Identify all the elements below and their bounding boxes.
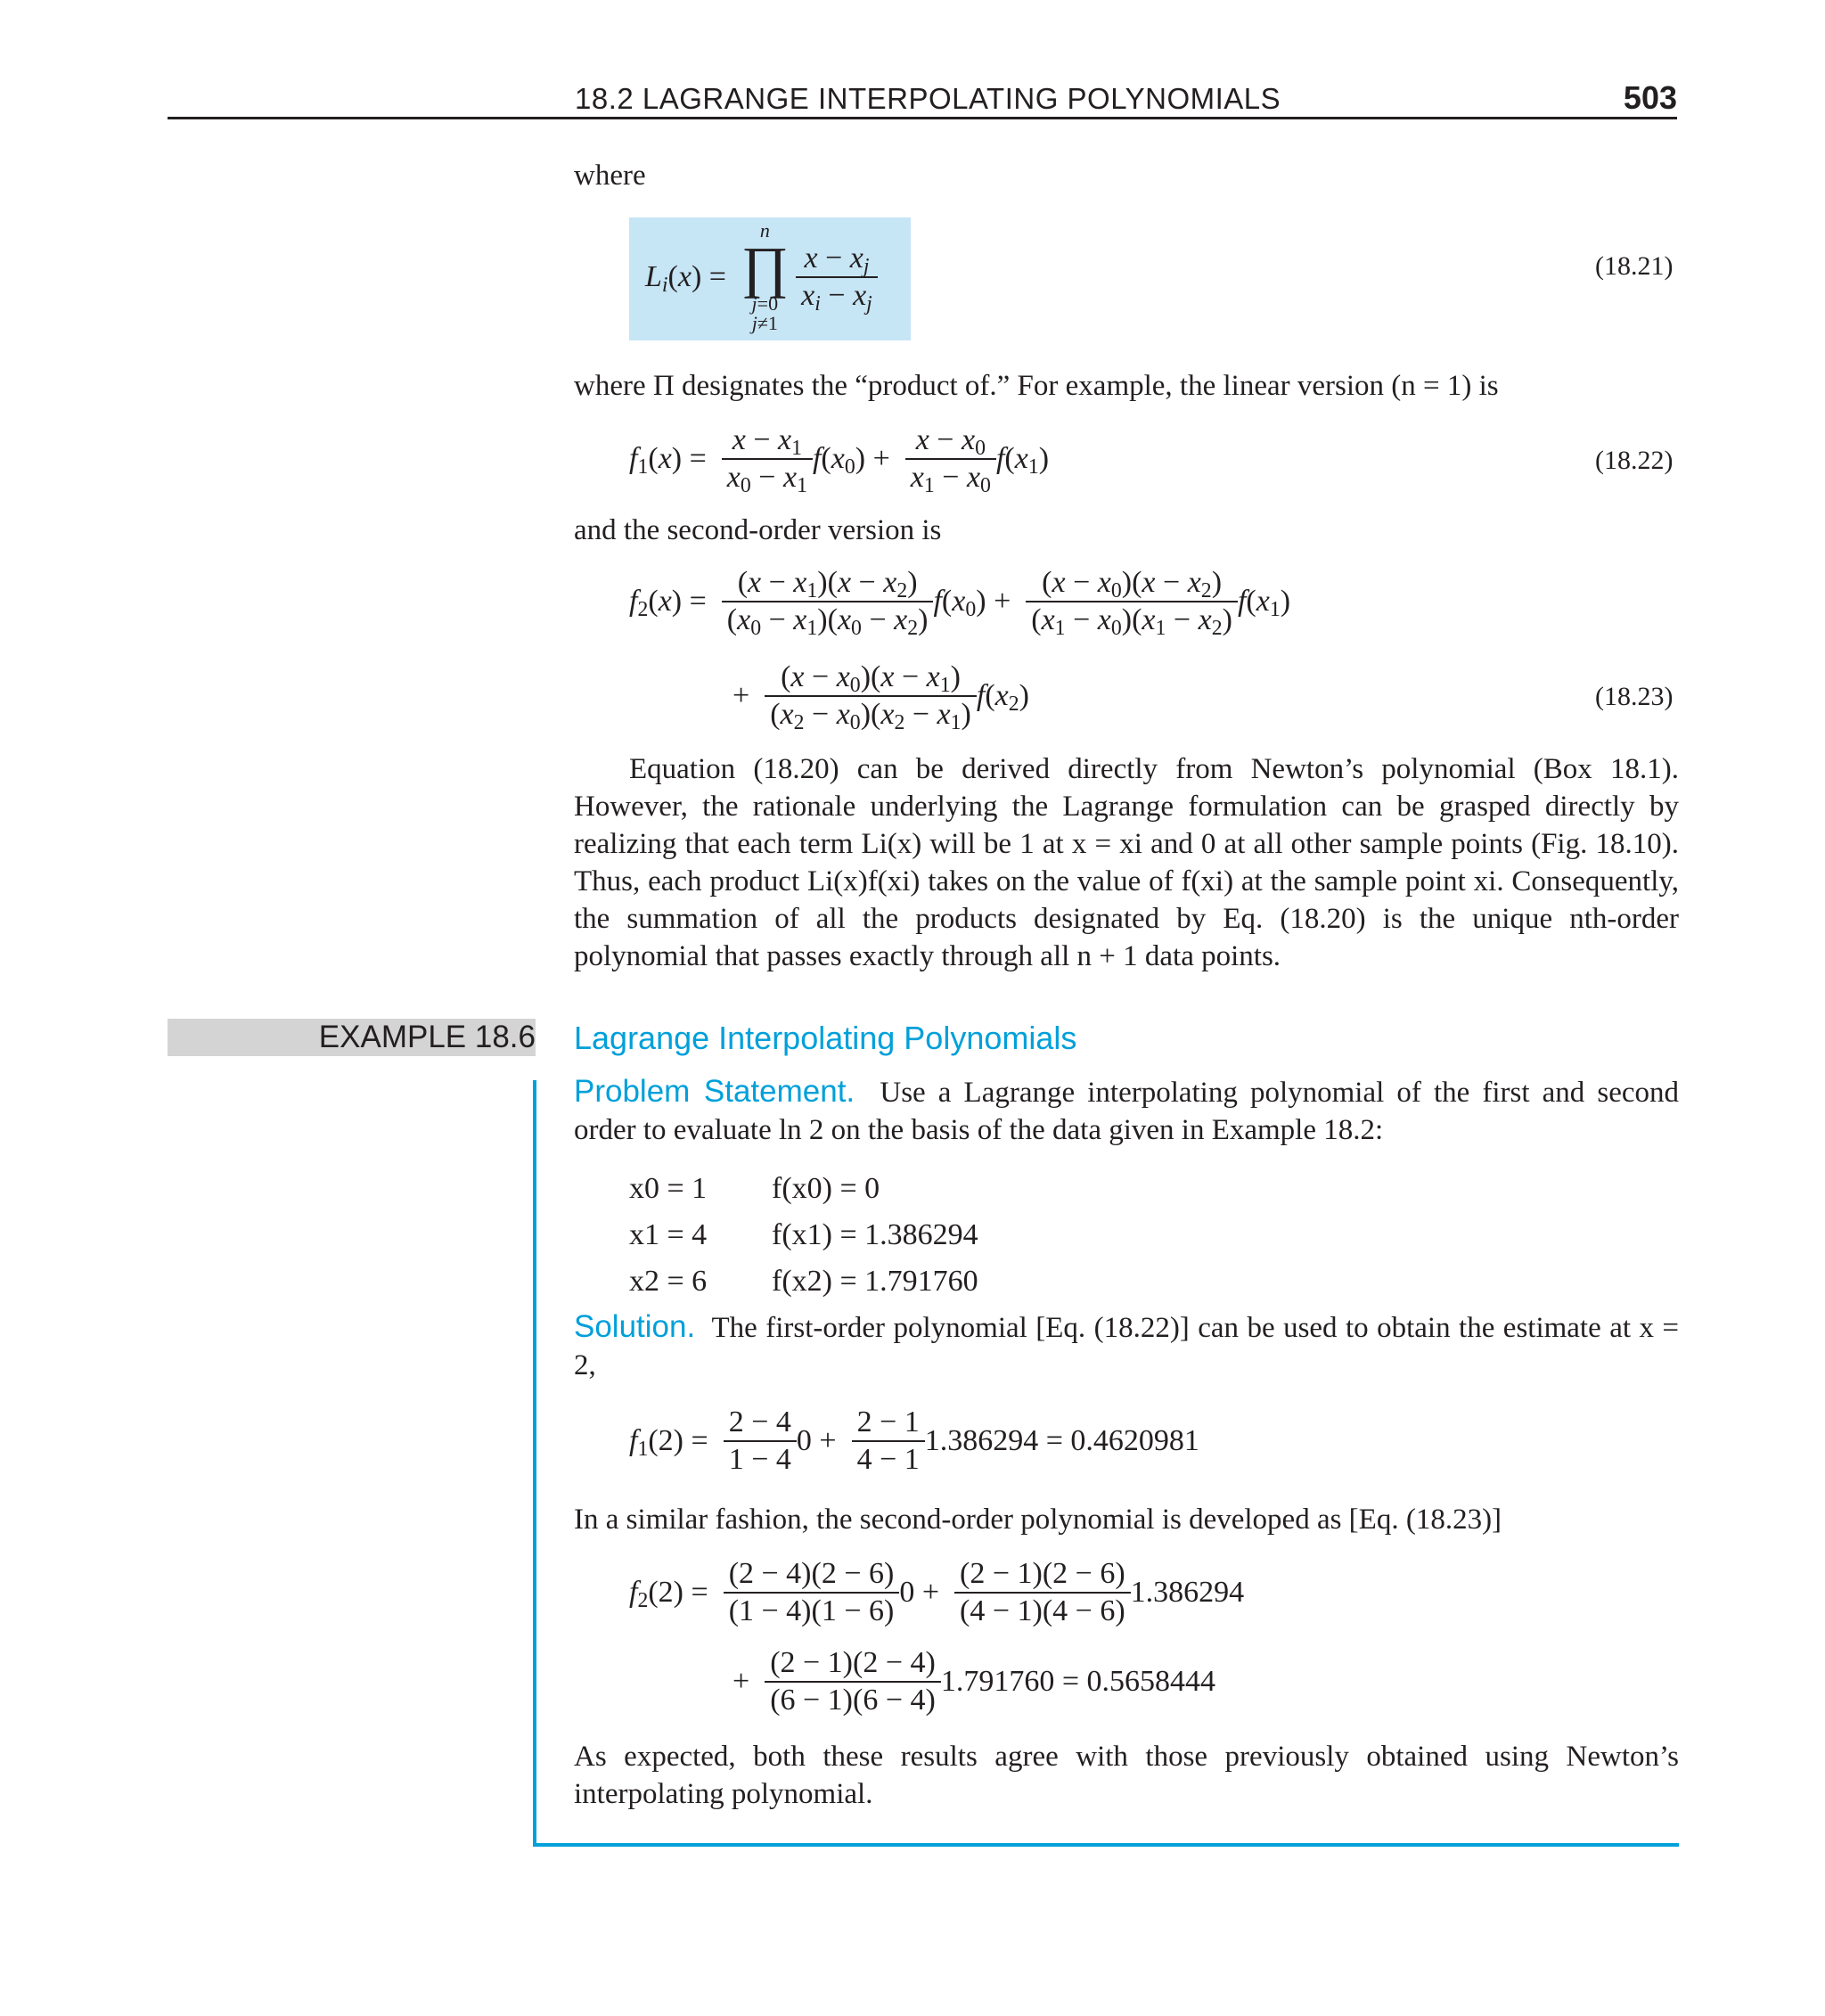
solution-heading: Solution. [574,1309,696,1344]
problem-text: Use a Lagrange interpolating polynomial of the first and second order to evaluate ln 2 on the basis of the data given in Example 18.2: [574,1077,1680,1146]
equation-18-21: $L_i(x) = n$ ∏ j=0 j≠1 $\frac{x - x_j}{x_i - x_j}$ [645,221,878,333]
second-order-calculation-line1: $f_2(2)$ = $\frac{(2 - 4)(2 - 6)}{(1 - 4)(1 - 6)}$ 0 + $\frac{(2 - 1)(2 - 6)}{(4 - 1)(4 - 6)}$ 1.386294 [629,1557,1245,1627]
example-title: Lagrange Interpolating Polynomials [574,1020,1077,1056]
problem-heading: Problem Statement. [574,1074,855,1109]
equation-18-23-line2: + $\frac{(x - x_0)(x - x_1)}{(x_2 - x_0)(x_2 - x_1)}$ $f(x_2)$ [732,660,1029,734]
data-row: x2 = 6 f(x2) = 1.791760 [629,1265,978,1298]
conclusion-text: As expected, both these results agree with those previously obtained using Newton’s interpolating polynomial. [574,1741,1679,1810]
problem-statement [574,1073,1679,1149]
product-line: where Π designates the “product of.” For example, the linear version (n = 1) is [574,370,1499,402]
second-order-intro: In a similar fashion, the second-order polynomial is developed as [Eq. (18.23)] [574,1504,1502,1536]
solution-text: The first-order polynomial [Eq. (18.22)] can be used to obtain the estimate at x = 2, [574,1312,1680,1381]
solution-statement [574,1308,1679,1384]
header-rule [168,117,1677,119]
equation-18-22: $f_1(x)$ = $\frac{x - x_1}{x_0 - x_1}$ $f(x_0)$ + $\frac{x - x_0}{x_1 - x_0}$ $f(x_1)$ [629,423,1050,497]
eq-number-18-23: (18.23) [1595,682,1674,711]
page-number: 503 [1623,79,1677,116]
example-label: EXAMPLE 18.6 [318,1020,536,1054]
eq-number-18-22: (18.22) [1595,446,1674,475]
data-row: x0 = 1 f(x0) = 0 [629,1172,880,1205]
body-paragraph: Equation (18.20) can be derived directly from Newton’s polynomial (Box 18.1). However, the rationale underlying the Lagrange formulation can be grasped directly by realizing that each term Li(x) will be 1 at x = xi and 0 at all other sample points (Fig. 18.10). Thus, each product Li(x)f(xi) takes on the value of f(xi) at the sample point xi. Consequently, the summation of all the products designated by Eq. (18.20) is the unique nth-order polynomial that passes exactly through all n + 1 data points. [574,753,1679,972]
first-order-calculation: $f_1(2)$ = $\frac{2 - 4}{1 - 4}$ 0 + $\frac{2 - 1}{4 - 1}$ 1.386294 = 0.4620981 [629,1405,1199,1476]
second-order-calculation-line2: + $\frac{(2 - 1)(2 - 4)}{(6 - 1)(6 - 4)}$ 1.791760 = 0.5658444 [732,1646,1216,1717]
data-row: x1 = 4 f(x1) = 1.386294 [629,1218,978,1251]
where-text: where [574,160,646,192]
data-table [629,1166,978,1305]
example-left-rule [533,1080,536,1847]
running-head: 18.2 LAGRANGE INTERPOLATING POLYNOMIALS [575,82,1281,115]
example-bottom-rule [533,1843,1679,1847]
eq-number-18-21: (18.21) [1595,251,1674,281]
equation-18-23-line1: $f_2(x)$ = $\frac{(x - x_1)(x - x_2)}{(x_0 - x_1)(x_0 - x_2)}$ $f(x_0)$ + $\frac{(x - x_0)(x - x_2)}{(x_1 - x_0)(x_1 - x_2)}$ $f(x_1)$ [629,566,1291,640]
second-order-text: and the second-order version is [574,514,942,546]
